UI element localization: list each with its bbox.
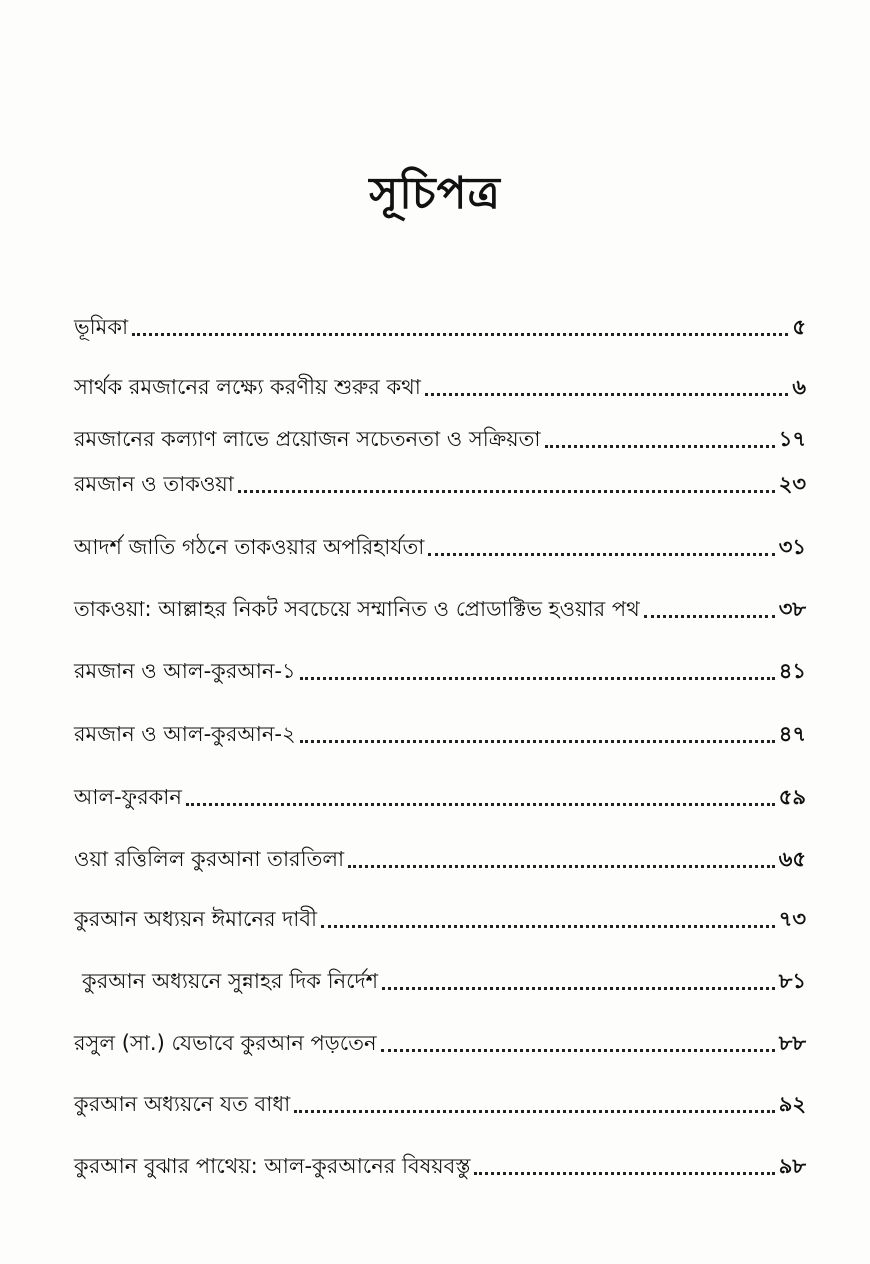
toc-entry-page: ৪৭ bbox=[778, 722, 806, 746]
toc-entry bbox=[74, 590, 806, 624]
toc-entry-title: কুরআন বুঝার পাথেয়: আল-কুরআনের বিষয়বস্তু bbox=[74, 1154, 471, 1178]
dot-leader bbox=[186, 803, 775, 806]
dot-leader bbox=[294, 1110, 775, 1113]
toc-entry bbox=[74, 368, 806, 402]
toc-entry bbox=[74, 778, 806, 812]
toc-entry-title: সার্থক রমজানের লক্ষ্যে করণীয় শুরুর কথা bbox=[74, 375, 421, 399]
toc-entry bbox=[74, 1085, 806, 1119]
toc-entry-title: রমজান ও আল-কুরআন-১ bbox=[74, 659, 296, 683]
toc-entry-page: ৪১ bbox=[778, 659, 806, 683]
toc-entry-title: কুরআন অধ্যয়নে যত বাধা bbox=[74, 1092, 291, 1116]
dot-leader bbox=[545, 445, 775, 448]
toc-entry-title: আদর্শ জাতি গঠনে তাকওয়ার অপরিহার্যতা bbox=[74, 535, 425, 559]
toc-entry bbox=[74, 308, 806, 342]
toc-entry bbox=[74, 465, 806, 499]
toc-entry bbox=[74, 420, 806, 454]
toc-entry-title: তাকওয়া: আল্লাহর নিকট সবচেয়ে সম্মানিত ও প্রোডাক্টিভ হওয়ার পথ bbox=[74, 597, 640, 621]
toc-entry-page: ৩১ bbox=[778, 535, 806, 559]
dot-leader bbox=[132, 333, 788, 336]
dot-leader bbox=[321, 925, 775, 928]
dot-leader bbox=[300, 677, 775, 680]
toc-entry bbox=[74, 652, 806, 686]
toc-entry bbox=[74, 962, 806, 996]
toc-entry bbox=[74, 1147, 806, 1181]
toc-entry bbox=[74, 528, 806, 562]
toc-entry-page: ২৩ bbox=[778, 472, 806, 496]
toc-entry-title: কুরআন অধ্যয়ন ঈমানের দাবী bbox=[74, 907, 318, 931]
toc-entry-title: ভূমিকা bbox=[74, 315, 129, 339]
dot-leader bbox=[644, 615, 775, 618]
toc-entry-title: রসুল (সা.) যেভাবে কুরআন পড়তেন bbox=[74, 1031, 377, 1055]
toc-entry-page: ৩৮ bbox=[778, 597, 806, 621]
toc-entry bbox=[74, 715, 806, 749]
toc-entry-title: রমজান ও আল-কুরআন-২ bbox=[74, 722, 296, 746]
toc-entry-page: ৮৮ bbox=[778, 1031, 806, 1055]
toc-entry-page: ৫ bbox=[792, 315, 806, 339]
toc-entry-page: ৭৩ bbox=[778, 907, 806, 931]
dot-leader bbox=[428, 553, 774, 556]
toc-entry-page: ৯২ bbox=[778, 1092, 806, 1116]
toc-entry-page: ৬৫ bbox=[778, 847, 806, 871]
toc-entry bbox=[74, 900, 806, 934]
toc-entry-title: রমজান ও তাকওয়া bbox=[74, 472, 234, 496]
dot-leader bbox=[425, 393, 788, 396]
dot-leader bbox=[382, 987, 775, 990]
toc-entry bbox=[74, 840, 806, 874]
dot-leader bbox=[348, 865, 775, 868]
toc-entry-title: রমজানের কল্যাণ লাভে প্রয়োজন সচেতনতা ও সক্রিয়তা bbox=[74, 427, 541, 451]
toc-entry-title: আল-ফুরকান bbox=[74, 785, 182, 809]
toc-entry-page: ১৭ bbox=[778, 427, 806, 451]
toc-entry-title: কুরআন অধ্যয়নে সুন্নাহর দিক নির্দেশ bbox=[82, 969, 379, 993]
dot-leader bbox=[474, 1172, 774, 1175]
dot-leader bbox=[238, 490, 775, 493]
dot-leader bbox=[300, 740, 775, 743]
dot-leader bbox=[381, 1049, 775, 1052]
toc-entry-title: ওয়া রত্তিলিল কুরআনা তারতিলা bbox=[74, 847, 345, 871]
toc-entry-page: ৬ bbox=[792, 375, 806, 399]
toc-entry-page: ৮১ bbox=[778, 969, 806, 993]
toc-entry-page: ৫৯ bbox=[778, 785, 806, 809]
toc-entry-page: ৯৮ bbox=[778, 1154, 806, 1178]
page-title: সূচিপত্র bbox=[369, 168, 501, 219]
toc-entry bbox=[74, 1024, 806, 1058]
